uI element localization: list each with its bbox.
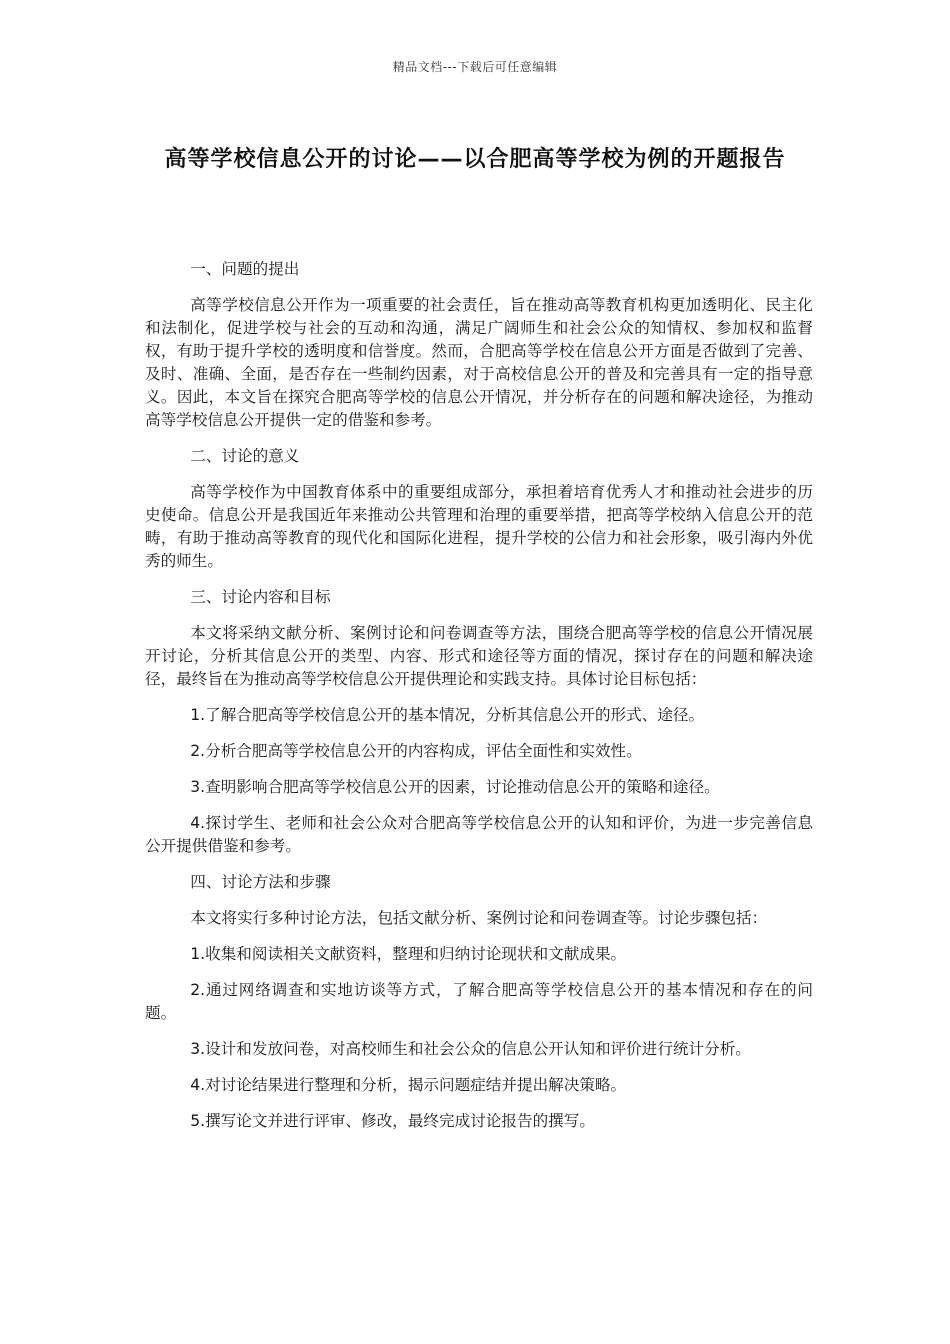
section-heading-content-goals: 三、讨论内容和目标 [190, 588, 331, 606]
section-paragraph-significance: 高等学校作为中国教育体系中的重要组成部分，承担着培育优秀人才和推动社会进步的历史使命。信息公开是我国近年来推动公共管理和治理的重要举措，把高等学校纳入信息公开的范畴，有助于推动高等教育的现代化和国际化进程，提升学校的公信力和社会形象，吸引海内外优秀的师生。 [145, 483, 813, 570]
list-item: 4.对讨论结果进行整理和分析，揭示问题症结并提出解决策略。 [190, 1076, 627, 1094]
list-item: 1.收集和阅读相关文献资料，整理和归纳讨论现状和文献成果。 [190, 945, 627, 963]
list-item: 4.探讨学生、老师和社会公众对合肥高等学校信息公开的认知和评价，为进一步完善信息公开提供借鉴和参考。 [145, 814, 813, 855]
section-paragraph-methods: 本文将实行多种讨论方法，包括文献分析、案例讨论和问卷调查等。讨论步骤包括： [190, 909, 768, 927]
section-heading-problem: 一、问题的提出 [190, 260, 300, 278]
list-item: 3.设计和发放问卷，对高校师生和社会公众的信息公开认知和评价进行统计分析。 [190, 1040, 751, 1058]
list-item: 2.通过网络调查和实地访谈等方式，了解合肥高等学校信息公开的基本情况和存在的问题。 [145, 981, 813, 1022]
list-item: 3.查明影响合肥高等学校信息公开的因素，讨论推动信息公开的策略和途径。 [190, 778, 720, 796]
document-body [145, 258, 813, 1146]
section-heading-methods: 四、讨论方法和步骤 [190, 873, 331, 891]
header-note: 精品文档---下载后可任意编辑 [392, 60, 558, 74]
list-item: 5.撰写论文并进行评审、修改，最终完成讨论报告的撰写。 [190, 1112, 595, 1130]
document-title: 高等学校信息公开的讨论——以合肥高等学校为例的开题报告 [164, 147, 786, 172]
section-heading-significance: 二、讨论的意义 [190, 447, 300, 465]
section-paragraph-content-goals: 本文将采纳文献分析、案例讨论和问卷调查等方法，围绕合肥高等学校的信息公开情况展开讨论，分析其信息公开的类型、内容、形式和途径等方面的情况，探讨存在的问题和解决途径，最终旨在为推动高等学校信息公开提供理论和实践支持。具体讨论目标包括： [145, 624, 813, 688]
list-item: 2.分析合肥高等学校信息公开的内容构成，评估全面性和实效性。 [190, 742, 642, 760]
section-paragraph-problem: 高等学校信息公开作为一项重要的社会责任，旨在推动高等教育机构更加透明化、民主化和法制化，促进学校与社会的互动和沟通，满足广阔师生和社会公众的知情权、参加权和监督权，有助于提升学校的透明度和信誉度。然而，合肥高等学校在信息公开方面是否做到了完善、及时、准确、全面，是否存在一些制约因素，对于高校信息公开的普及和完善具有一定的指导意义。因此，本文旨在探究合肥高等学校的信息公开情况，并分析存在的问题和解决途径，为推动高等学校信息公开提供一定的借鉴和参考。 [145, 296, 813, 429]
list-item: 1.了解合肥高等学校信息公开的基本情况，分析其信息公开的形式、途径。 [190, 706, 705, 724]
